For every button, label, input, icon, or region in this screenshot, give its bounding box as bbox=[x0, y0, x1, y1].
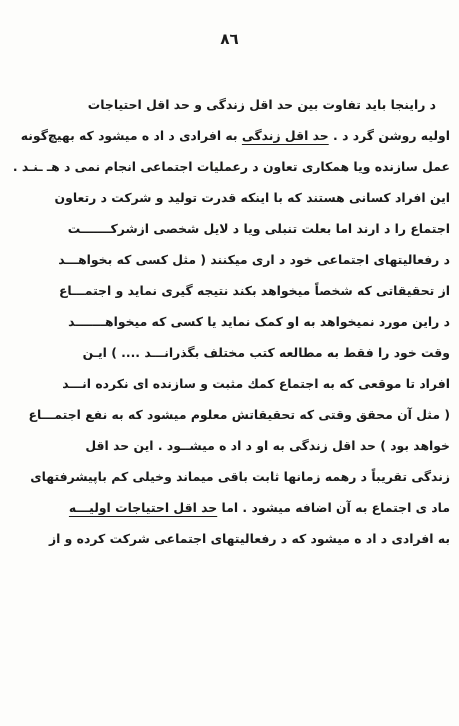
text-line bbox=[10, 497, 450, 528]
text-line: به افرادی د اد ه میشود که د رفعالیتهای اجتماعی شرکت کرده و از bbox=[48, 531, 450, 546]
text-line: وقت خود را فقط به مطالعه کتب مختلف بگذرانـــد .... ) ایـن bbox=[82, 345, 450, 360]
text-line: زندگی تقریباً د رهمه زمانها ثابت باقی میماند وخیلی کم باپیشرفتهای bbox=[30, 469, 450, 484]
text-line: خواهد بود ) حد اقل زندگی به او د اد ه میشــود . این حد اقل bbox=[85, 438, 450, 453]
text-line: این افراد کسانی هستند که با اینکه قدرت تولید و شرکت د رتعاون bbox=[54, 190, 450, 205]
text-line: عمل سازنده ویا همکاری تعاون د رعملیات اجتماعی انجام نمی د هـ ـنـد . bbox=[12, 159, 450, 174]
text-segment: اولیه روشن گرد د . bbox=[328, 128, 450, 143]
text-segment: ماد ی اجتماع به آن اضافه میشود . اما bbox=[217, 500, 450, 515]
text-line: د رفعالیتهای اجتماعی خود د اری میکنند ( مثل کسی که بخواهـــد bbox=[58, 252, 450, 267]
text-line: از تحقیقاتی که شخصاً میخواهد بکند نتیجه گیری نماید و اجتمـــاع bbox=[58, 283, 450, 298]
text-line: اجتماع را د ارند اما بعلت تنبلی ویا د لایل شخصی ازشرکـــــــت bbox=[67, 221, 450, 236]
text-line bbox=[10, 125, 450, 156]
underlined-phrase-basic-needs: حد اقل احتیاجات اولیـــه bbox=[68, 500, 218, 515]
text-line: د راین مورد نمیخواهد به او کمک نماید یا کسی که میخواهـــــــد bbox=[68, 314, 450, 329]
text-line: ( مثل آن محقق وقتی که تحقیقاتش معلوم میشود که به نفع اجتمـــاع bbox=[28, 407, 450, 422]
text-line: افراد تا موقعی که به اجتماع کمك مثبت و سازنده ای نکرده انـــد bbox=[62, 376, 450, 391]
page-number: ٨٦ bbox=[220, 30, 239, 48]
text-segment: به افرادی د اد ه میشود که بهیچ‌گونه bbox=[20, 128, 242, 143]
text-line: د راینجا باید تفاوت بین حد اقل زندگی و حد اقل احتیاجات bbox=[87, 97, 436, 112]
body-text bbox=[10, 94, 450, 559]
underlined-phrase-minimum-living: حد اقل زندگی bbox=[241, 128, 329, 143]
